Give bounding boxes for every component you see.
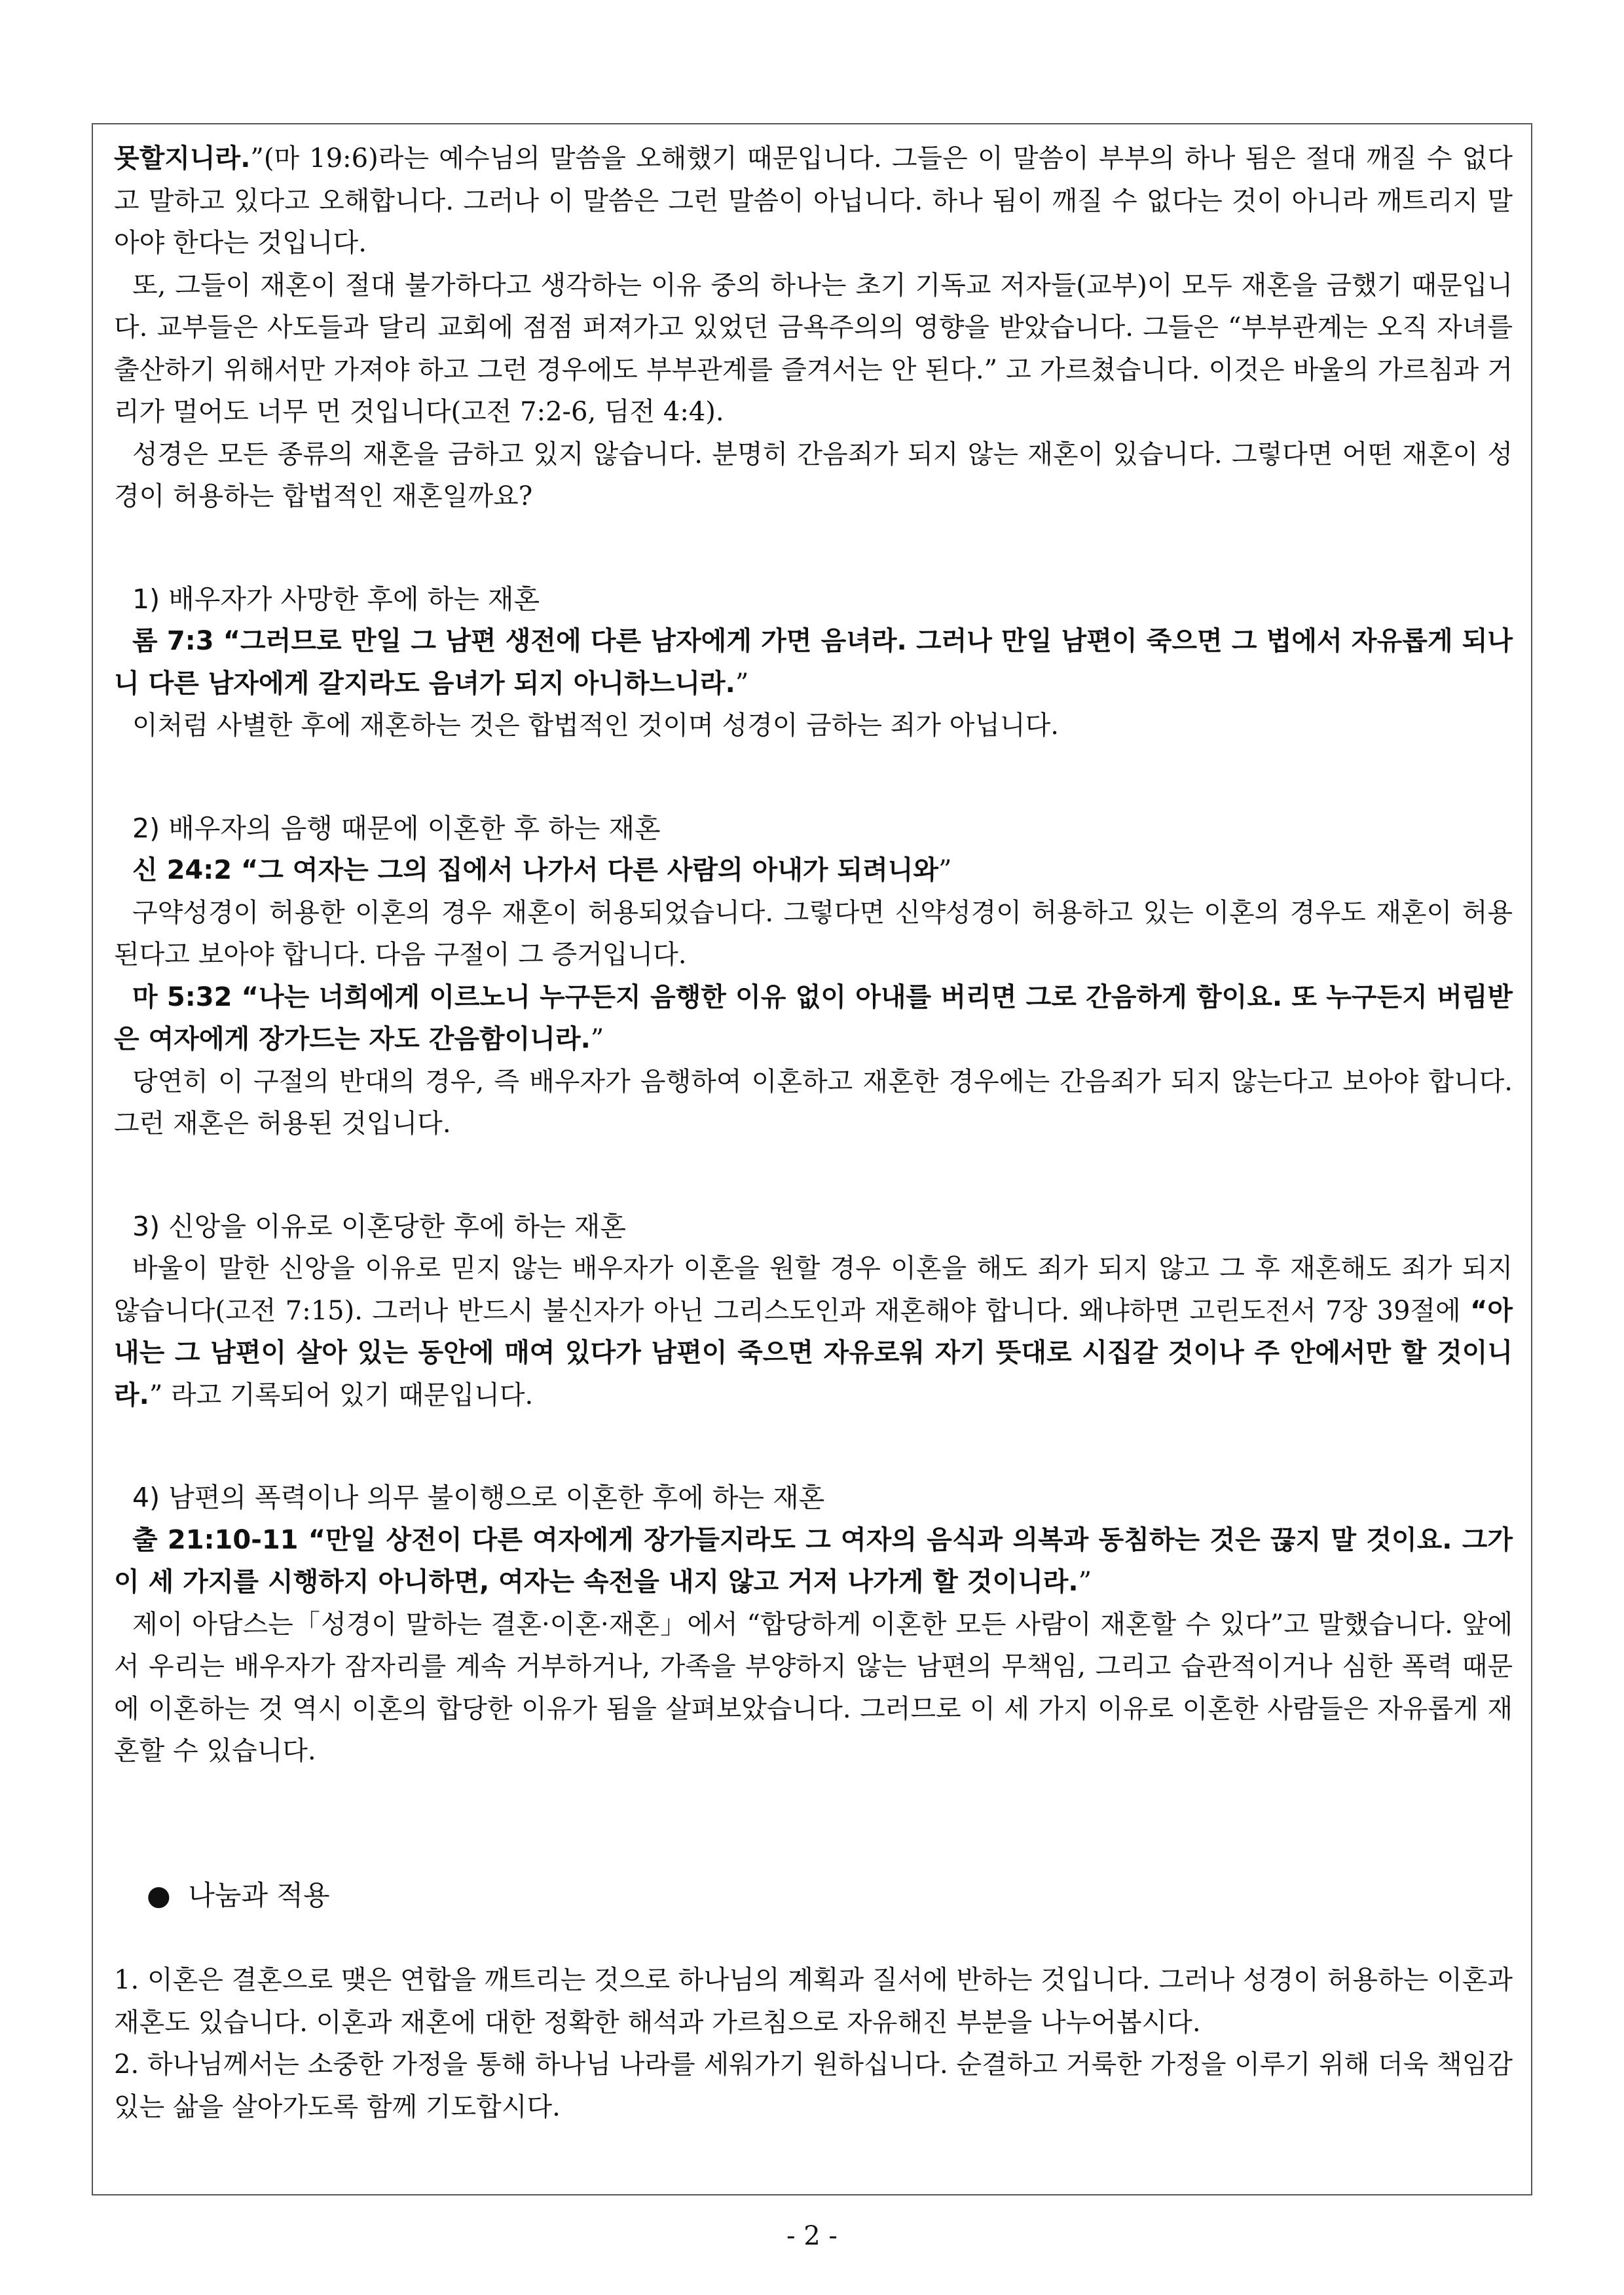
paragraph-text: ”(마 19:6)라는 예수님의 말씀을 오해했기 때문입니다. 그들은 이 말씀이 부부의 하나 됨은 절대 깨질 수 없다고 말하고 있다고 오해합니다. 그러나 이 말씀은 그런 말씀이 아닙니다. 하나 됨이 깨질 수 없다는 것이 아니라 깨트리지 말아야 한다는 것입니다. bbox=[114, 143, 1513, 258]
section-2-heading: 2) 배우자의 음행 때문에 이혼한 후 하는 재혼 bbox=[132, 812, 661, 844]
paragraph-3: 성경은 모든 종류의 재혼을 금하고 있지 않습니다. 분명히 간음죄가 되지 않는 재혼이 있습니다. 그렇다면 어떤 재혼이 성경이 허용하는 합법적인 재혼일까요? bbox=[114, 439, 1513, 511]
sharing-item-2: 2. 하나님께서는 소중한 가정을 통해 하나님 나라를 세워가기 원하십니다. 순결하고 거룩한 가정을 이루기 위해 더욱 책임감 있는 삶을 살아가도록 함께 기도합시다. bbox=[114, 2049, 1513, 2122]
page-number: - 2 - bbox=[786, 2221, 838, 2251]
section-4-heading: 4) 남편의 폭력이나 의무 불이행으로 이혼한 후에 하는 재혼 bbox=[132, 1482, 825, 1513]
section-2-verse-2: 마 5:32 “나는 너희에게 이르노니 누구든지 음행한 이유 없이 아내를 버리면 그로 간음하게 함이요. 또 누구든지 버림받은 여자에게 장가드는 자도 간음함이니라.” bbox=[114, 982, 1513, 1054]
section-2-text-1: 구약성경이 허용한 이혼의 경우 재혼이 허용되었습니다. 그렇다면 신약성경이 허용하고 있는 이혼의 경우도 재혼이 허용된다고 보아야 합니다. 다음 구절이 그 증거입니다. bbox=[114, 897, 1513, 970]
paragraph-1 bbox=[114, 138, 1513, 265]
bullet-icon: ● bbox=[147, 1879, 171, 1911]
section-3-text: 바울이 말한 신앙을 이유로 믿지 않는 배우자가 이혼을 원할 경우 이혼을 해도 죄가 되지 않고 그 후 재혼해도 죄가 되지 않습니다(고전 7:15). 그러나 반드시 불신자가 아닌 그리스도인과 재혼해야 합니다. 왜냐하면 고린도전서 7장 39절에 “아내는 그 남편이 살아 있는 동안에 매여 있다가 남편이 죽으면 자유로워 자기 뜻대로 시집갈 것이나 주 안에서만 할 것이니라.” 라고 기록되어 있기 때문입니다. bbox=[114, 1253, 1513, 1410]
section-1-verse: 롬 7:3 “그러므로 만일 그 남편 생전에 다른 남자에게 가면 음녀라. 그러나 만일 남편이 죽으면 그 법에서 자유롭게 되나니 다른 남자에게 갈지라도 음녀가 되지 아니하느니라.” bbox=[114, 626, 1513, 699]
sharing-item-1: 1. 이혼은 결혼으로 맺은 연합을 깨트리는 것으로 하나님의 계획과 질서에 반하는 것입니다. 그러나 성경이 허용하는 이혼과 재혼도 있습니다. 이혼과 재혼에 대한 정확한 해석과 가르침으로 자유해진 부분을 나누어봅시다. bbox=[114, 1965, 1513, 2038]
section-2-text-2: 당연히 이 구절의 반대의 경우, 즉 배우자가 음행하여 이혼하고 재혼한 경우에는 간음죄가 되지 않는다고 보아야 합니다. 그런 재혼은 허용된 것입니다. bbox=[114, 1066, 1513, 1139]
sharing-heading: ● 나눔과 적용 bbox=[147, 1879, 330, 1911]
section-3-heading: 3) 신앙을 이유로 이혼당한 후에 하는 재혼 bbox=[132, 1210, 626, 1242]
paragraph-2: 또, 그들이 재혼이 절대 불가하다고 생각하는 이유 중의 하나는 초기 기독교 저자들(교부)이 모두 재혼을 금했기 때문입니다. 교부들은 사도들과 달리 교회에 점점 퍼져가고 있었던 금욕주의의 영향을 받았습니다. 그들은 “부부관계는 오직 자녀를 출산하기 위해서만 가져야 하고 그런 경우에도 부부관계를 즐겨서는 안 된다.” 고 가르쳤습니다. 이것은 바울의 가르침과 거리가 멀어도 너무 먼 것입니다(고전 7:2-6, 딤전 4:4). bbox=[114, 270, 1513, 427]
section-2-verse-1: 신 24:2 “그 여자는 그의 집에서 나가서 다른 사람의 아내가 되려니와” bbox=[132, 855, 952, 885]
section-4-text: 제이 아담스는「성경이 말하는 결혼·이혼·재혼」에서 “합당하게 이혼한 모든 사람이 재혼할 수 있다”고 말했습니다. 앞에서 우리는 배우자가 잠자리를 계속 거부하거나, 가족을 부양하지 않는 남편의 무책임, 그리고 습관적이거나 심한 폭력 때문에 이혼하는 것 역시 이혼의 합당한 이유가 됨을 살펴보았습니다. 그러므로 이 세 가지 이유로 이혼한 사람들은 자유롭게 재혼할 수 있습니다. bbox=[114, 1609, 1513, 1766]
document-body bbox=[114, 138, 1513, 2128]
section-1-text: 이처럼 사별한 후에 재혼하는 것은 합법적인 것이며 성경이 금하는 죄가 아닙니다. bbox=[132, 710, 1059, 741]
section-4-verse: 출 21:10-11 “만일 상전이 다른 여자에게 장가들지라도 그 여자의 음식과 의복과 동침하는 것은 끊지 말 것이요. 그가 이 세 가지를 시행하지 아니하면, 여자는 속전을 내지 않고 거저 나가게 할 것이니라.” bbox=[114, 1524, 1513, 1597]
verse-fragment: 못할지니라. bbox=[114, 143, 251, 174]
page-frame bbox=[92, 123, 1532, 2195]
section-1-heading: 1) 배우자가 사망한 후에 하는 재혼 bbox=[132, 583, 540, 615]
